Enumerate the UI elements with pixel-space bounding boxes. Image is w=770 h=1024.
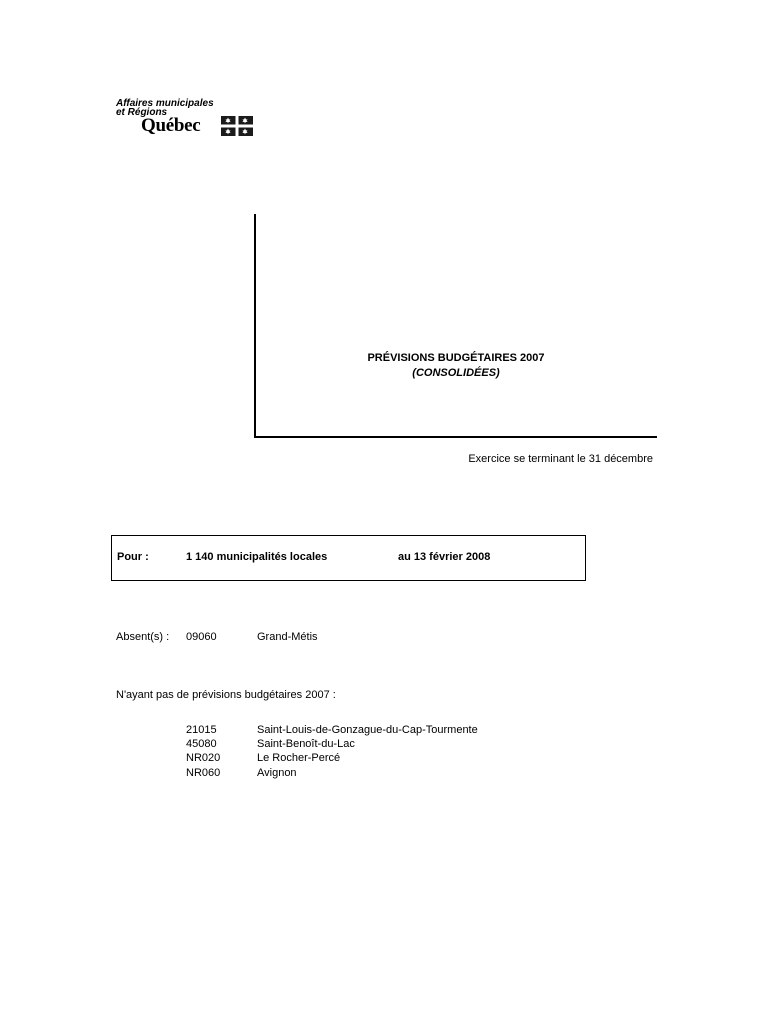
document-subtitle: (CONSOLIDÉES) bbox=[412, 367, 500, 379]
title-frame-vertical-line bbox=[254, 214, 256, 438]
scope-label: Pour : bbox=[117, 551, 149, 563]
list-item-name: Saint-Benoît-du-Lac bbox=[257, 738, 355, 750]
quebec-flag-icon bbox=[221, 116, 253, 136]
logo-ministry-line-2: et Régions bbox=[116, 107, 168, 118]
logo-ministry-line-1: Affaires municipales bbox=[116, 98, 214, 109]
document-title: PRÉVISIONS BUDGÉTAIRES 2007 bbox=[367, 352, 545, 364]
list-item-name: Avignon bbox=[257, 767, 297, 779]
absent-code: 09060 bbox=[186, 631, 217, 643]
logo-wordmark: Québec bbox=[141, 115, 201, 136]
title-frame-horizontal-line bbox=[254, 436, 657, 438]
scope-box bbox=[111, 535, 586, 581]
list-item-name: Saint-Louis-de-Gonzague-du-Cap-Tourmente bbox=[257, 724, 478, 736]
list-item-name: Le Rocher-Percé bbox=[257, 752, 341, 764]
list-item-code: 45080 bbox=[186, 738, 217, 750]
quebec-logo bbox=[113, 82, 258, 138]
absent-name: Grand-Métis bbox=[257, 631, 318, 643]
scope-date: au 13 février 2008 bbox=[398, 551, 491, 563]
no-budget-heading: N'ayant pas de prévisions budgétaires 2007 : bbox=[116, 689, 336, 701]
absent-label: Absent(s) : bbox=[116, 631, 170, 643]
list-item-code: 21015 bbox=[186, 724, 217, 736]
list-item-code: NR060 bbox=[186, 767, 221, 779]
fiscal-year-note: Exercice se terminant le 31 décembre bbox=[468, 453, 653, 465]
scope-count: 1 140 municipalités locales bbox=[186, 551, 328, 563]
list-item-code: NR020 bbox=[186, 752, 221, 764]
